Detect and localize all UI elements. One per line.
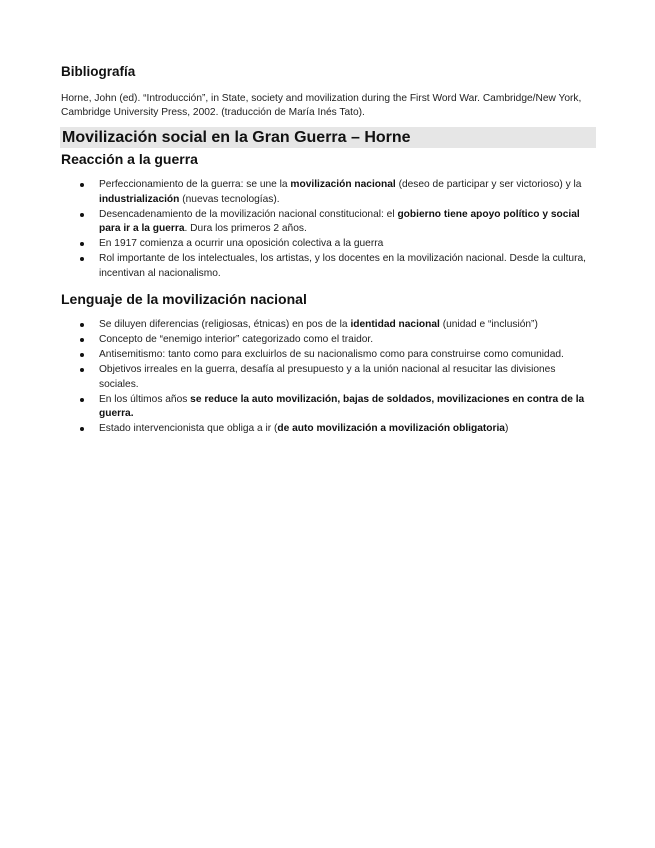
text-run: Estado intervencionista que obliga a ir ( <box>99 423 278 435</box>
list-item <box>61 333 596 348</box>
bullet-icon <box>80 323 84 327</box>
bold-text: de auto movilización a movilización obligatoria <box>277 423 505 435</box>
text-run: Concepto de “enemigo interior” categorizado como el traidor. <box>99 333 374 345</box>
text-run: . Dura los primeros 2 años. <box>184 223 307 235</box>
text-run: Perfeccionamiento de la guerra: se une la <box>99 179 291 190</box>
bullet-icon <box>80 242 84 246</box>
bullet-icon <box>80 183 84 187</box>
list-item <box>61 422 596 437</box>
text-run: ) <box>504 423 509 435</box>
bullet-icon <box>80 368 84 372</box>
bullet-icon <box>80 338 84 342</box>
section-title: Movilización social en la Gran Guerra – Horne <box>60 127 596 148</box>
list-item <box>61 348 596 363</box>
bullet-icon <box>80 353 84 357</box>
bibliography-heading: Bibliografía <box>61 64 136 79</box>
bold-text: industrialización <box>99 193 180 205</box>
language-heading: Lenguaje de la movilización nacional <box>61 291 307 307</box>
bold-text: identidad nacional <box>350 319 440 330</box>
text-run: En los últimos años <box>99 393 191 405</box>
bold-text: gobierno tiene apoyo político y social para ir a la guerra <box>99 208 580 235</box>
bullet-icon <box>80 427 84 431</box>
text-run: Se diluyen diferencias (religiosas, étnicas) en pos de la <box>99 319 351 330</box>
text-run: Desencadenamiento de la movilización nacional constitucional: el <box>99 208 398 220</box>
language-list <box>61 318 596 437</box>
bold-text: se reduce la auto movilización, bajas de soldados, movilizaciones en contra de la guerra. <box>99 393 585 420</box>
bullet-icon <box>80 257 84 261</box>
reaction-heading: Reacción a la guerra <box>61 151 198 167</box>
text-run: (deseo de participar y ser victorioso) y la <box>395 179 582 190</box>
list-item <box>61 178 596 207</box>
list-item <box>61 318 596 333</box>
text-run: Antisemitismo: tanto como para excluirlos de su nacionalismo como para construirse como comunidad. <box>99 348 564 360</box>
bullet-icon <box>80 398 84 402</box>
bullet-icon <box>80 213 84 217</box>
text-run: En 1917 comienza a ocurrir una oposición colectiva a la guerra <box>99 238 384 250</box>
reaction-list <box>61 178 596 282</box>
list-item <box>61 237 596 252</box>
text-run: (nuevas tecnologías). <box>179 193 280 205</box>
text-run: Rol importante de los intelectuales, los artistas, y los docentes en la movilización nacional. Desde la cultura, incentivan al nacionalismo. <box>99 253 586 279</box>
list-item <box>61 363 596 392</box>
list-item <box>61 208 596 237</box>
list-item <box>61 252 596 281</box>
text-run: Objetivos irreales en la guerra, desafía al presupuesto y a la unión nacional al resucitar las divisiones sociales. <box>99 363 556 390</box>
bibliography-citation: Horne, John (ed). “Introducción”, in State, society and movilization during the First Word War. Cambridge/New York, Cambridge University Press, 2002. (traducción de María Inés Tato). <box>61 93 582 118</box>
list-item <box>61 393 596 422</box>
bold-text: movilización nacional <box>290 179 396 190</box>
text-run: (unidad e “inclusión”) <box>439 319 538 330</box>
